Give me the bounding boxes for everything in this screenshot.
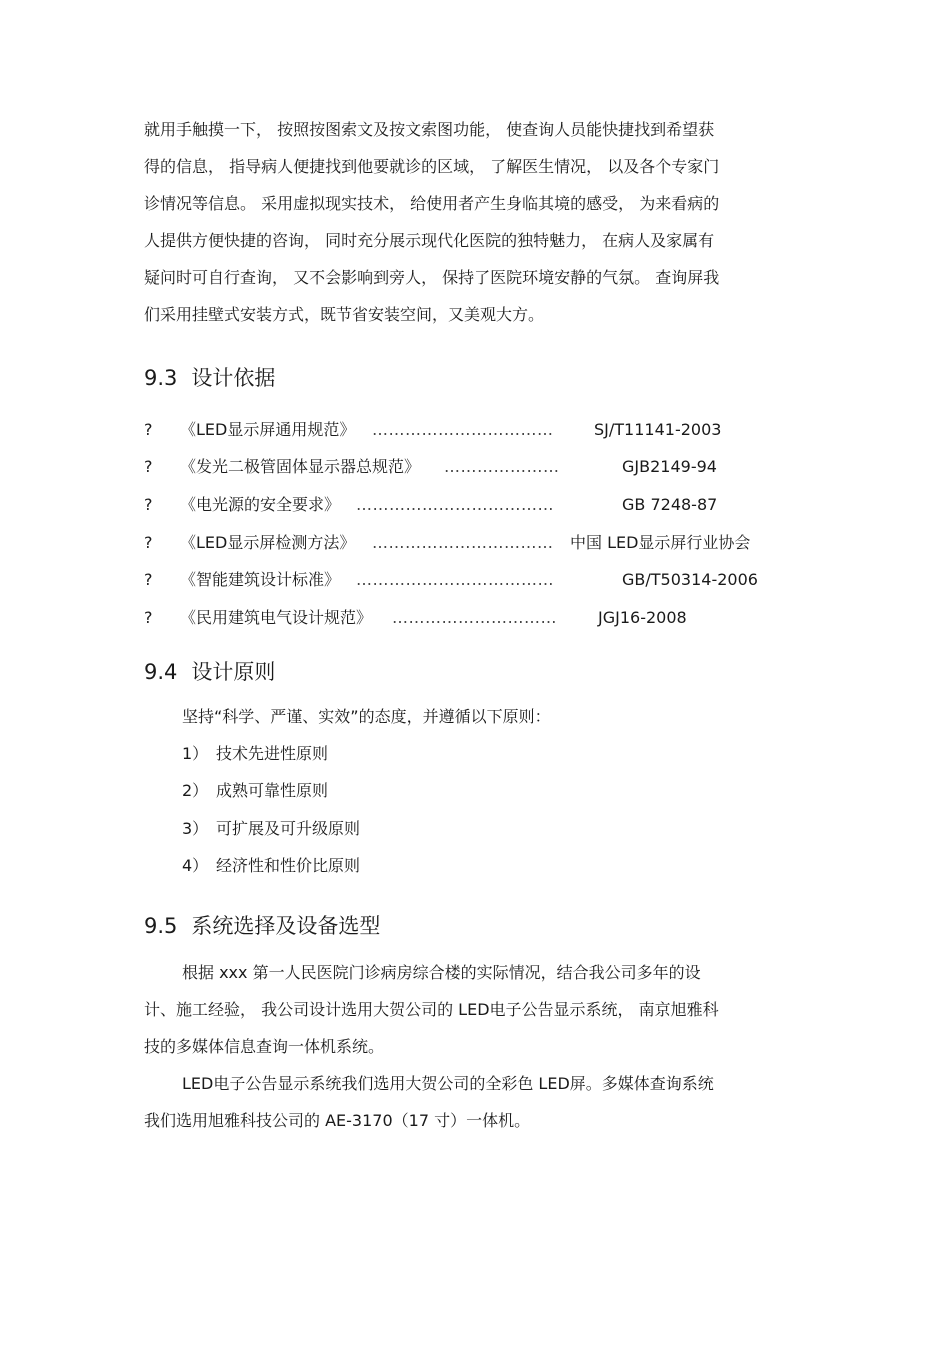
section-number: 9.4: [144, 660, 178, 684]
reference-item: [144, 607, 824, 629]
leader-dots: …………………: [444, 457, 560, 476]
reference-item: [144, 569, 824, 591]
reference-title: 《智能建筑设计标准》: [180, 570, 341, 589]
reference-title: 《电光源的安全要求》: [180, 495, 341, 514]
reference-item: [144, 419, 824, 441]
principles-lead: 坚持“科学、严谨、实效”的态度，并遵循以下原则：: [182, 707, 551, 726]
intro-line-5: 疑问时可自行查询， 又不会影响到旁人， 保持了医院环境安静的气氛。 查询屏我: [144, 268, 720, 287]
reference-code: 中国 LED显示屏行业协会: [570, 533, 751, 552]
reference-code: GB/T50314-2006: [622, 570, 758, 589]
principle-text: 技术先进性原则: [216, 744, 329, 763]
reference-item: [144, 494, 824, 516]
principle-text: 成熟可靠性原则: [216, 781, 329, 800]
principle-item: [182, 781, 328, 801]
section-title: 设计原则: [191, 660, 276, 684]
principle-item: [182, 819, 360, 839]
intro-line-2: 得的信息， 指导病人便捷找到他要就诊的区域， 了解医生情况， 以及各个专家门: [144, 157, 720, 176]
leader-dots: ……………………………: [372, 533, 554, 552]
section-title: 系统选择及设备选型: [191, 914, 381, 938]
reference-title: 《发光二极管固体显示器总规范》: [180, 457, 421, 476]
paragraph2-line-2: 我们选用旭雅科技公司的 AE-3170（17 寸）一体机。: [144, 1111, 531, 1130]
principle-number: 4）: [182, 856, 209, 875]
principle-text: 经济性和性价比原则: [216, 856, 361, 875]
bullet-glyph: ?: [144, 570, 153, 589]
section-number: 9.3: [144, 366, 178, 390]
section-heading-9-4: [144, 659, 275, 685]
bullet-glyph: ?: [144, 533, 153, 552]
intro-line-3: 诊情况等信息。 采用虚拟现实技术， 给使用者产生身临其境的感受， 为来看病的: [144, 194, 720, 213]
intro-line-4: 人提供方便快捷的咨询， 同时充分展示现代化医院的独特魅力， 在病人及家属有: [144, 231, 715, 250]
intro-line-6: 们采用挂壁式安装方式，既节省安装空间，又美观大方。: [144, 305, 545, 324]
reference-title: 《LED显示屏通用规范》: [180, 420, 356, 439]
principle-number: 2）: [182, 781, 209, 800]
principle-text: 可扩展及可升级原则: [216, 819, 361, 838]
reference-code: GJB2149-94: [622, 457, 717, 476]
principle-item: [182, 856, 360, 876]
reference-item: [144, 532, 824, 554]
leader-dots: ………………………………: [356, 495, 554, 514]
bullet-glyph: ?: [144, 608, 153, 627]
intro-line-1: 就用手触摸一下， 按照按图索文及按文索图功能， 使查询人员能快捷找到希望获: [144, 120, 715, 139]
reference-code: SJ/T11141-2003: [594, 420, 722, 439]
leader-dots: ………………………………: [356, 570, 554, 589]
reference-item: [144, 456, 824, 478]
bullet-glyph: ?: [144, 420, 153, 439]
paragraph1-line-3: 技的多媒体信息查询一体机系统。: [144, 1037, 385, 1056]
reference-title: 《民用建筑电气设计规范》: [180, 608, 373, 627]
principle-number: 1）: [182, 744, 209, 763]
leader-dots: …………………………: [392, 608, 557, 627]
leader-dots: ……………………………: [372, 420, 554, 439]
section-heading-9-3: [144, 365, 275, 391]
reference-code: JGJ16-2008: [598, 608, 687, 627]
section-number: 9.5: [144, 914, 178, 938]
section-title: 设计依据: [191, 366, 276, 390]
reference-code: GB 7248-87: [622, 495, 718, 514]
paragraph1-line-1: 根据 xxx 第一人民医院门诊病房综合楼的实际情况，结合我公司多年的设: [182, 963, 701, 982]
bullet-glyph: ?: [144, 457, 153, 476]
section-heading-9-5: [144, 913, 380, 939]
principle-item: [182, 744, 328, 764]
paragraph2-line-1: LED电子公告显示系统我们选用大贺公司的全彩色 LED屏。多媒体查询系统: [182, 1074, 714, 1093]
reference-title: 《LED显示屏检测方法》: [180, 533, 356, 552]
bullet-glyph: ?: [144, 495, 153, 514]
principle-number: 3）: [182, 819, 209, 838]
paragraph1-line-2: 计、施工经验， 我公司设计选用大贺公司的 LED电子公告显示系统， 南京旭雅科: [144, 1000, 719, 1019]
